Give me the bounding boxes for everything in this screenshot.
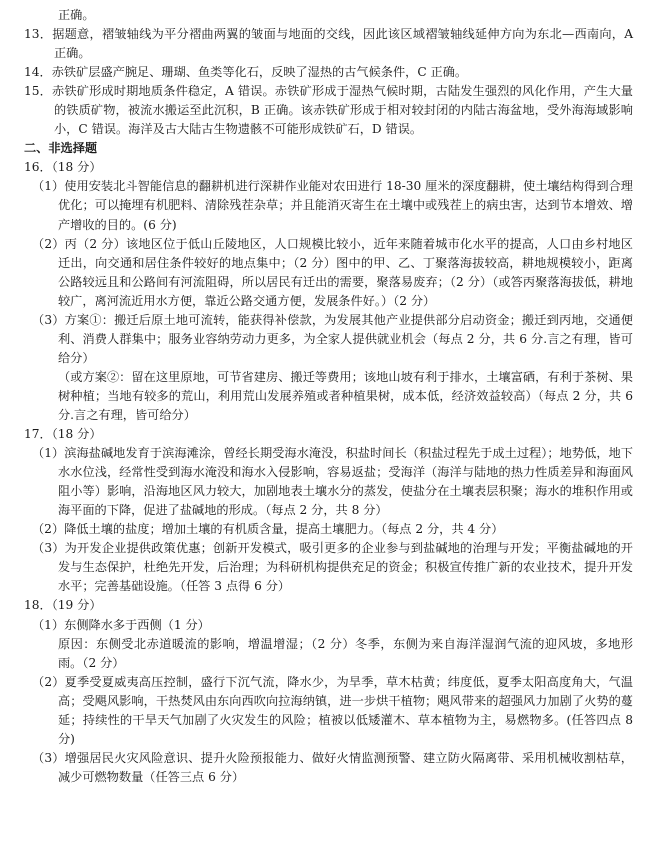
answer-16-3-alternative: （或方案②：留在这里原地，可节省建房、搬迁等费用；该地山坡有利于排水，土壤富硒，有利于茶树、果树种植；当地有较多的荒山，利用荒山发展养殖或者种植果树，成本低，经济效益较高）（每点 2 分，共 6 分.言之有理，皆可给分） [58,369,633,422]
answer-18-1-reason: 原因：东侧受北赤道暖流的影响，增温增湿；（2 分）冬季，东侧为来自海洋湿润气流的迎风坡，多地形雨。（2 分） [58,636,633,670]
question-18-heading: 18．（19 分） [24,598,102,613]
question-16-heading: 16．（18 分） [24,160,102,175]
answer-16-2: （2）丙（2 分）该地区位于低山丘陵地区，人口规模比较小，近年来随着城市化水平的提高，人口由乡村地区迁出，向交通和居住条件较好的地点集中；（2 分）图中的甲、乙、丁聚落海拔较高，耕地规模较小，距离公路较远且和公路间有河流阻碍，所以居民有迁出的需要，聚落易废弃；（2 分）（或答丙聚落海拔低，耕地较广，离河流近用水方便，靠近公路交通方便，发展条件好。）（2 分） [32,236,633,308]
section-heading: 二、非选择题 [24,141,98,156]
answer-17-2: （2）降低土壤的盐度；增加土壤的有机质含量，提高土壤肥力。（每点 2 分，共 4 分） [32,522,504,537]
answer-13: 13．据题意，褶皱轴线为平分褶曲两翼的皱面与地面的交线，因此该区域褶皱轴线延伸方向为东北—西南向，A 正确。 [24,27,633,61]
answer-16-3: （3）方案①：搬迁后原土地可流转，能获得补偿款，为发展其他产业提供部分启动资金；搬迁到丙地，交通便利、消费人群集中；服务业容纳劳动力更多，为全家人提供就业机会（每点 2 分，共 6 分.言之有理，皆可给分） [32,312,633,365]
answer-17-1: （1）滨海盐碱地发育于滨海滩涂，曾经长期受海水淹没，积盐时间长（积盐过程先于成土过程）；地势低，地下水水位浅，经常性受到海水淹没和海水入侵影响，容易返盐；受海洋（海洋与陆地的热力性质差异和海面风阻小等）影响，沿海地区风力较大，加剧地表土壤水分的蒸发，使盐分在土壤表层积聚；海水的堆积作用或海平面的下降，促进了盐碱地的形成。（每点 2 分，共 8 分） [32,446,633,518]
answer-18-3: （3）增强居民火灾风险意识、提升火险预报能力、做好火情监测预警、建立防火隔离带、采用机械收割枯草，减少可燃物数量（任答三点 6 分） [32,750,633,784]
answer-16-1: （1）使用安装北斗智能信息的翻耕机进行深耕作业能对农田进行 18-30 厘米的深度翻耕，使土壤结构得到合理优化；可以掩埋有机肥料、清除残茬杂草；并且能消灭寄生在土壤中或残茬上的病虫害，达到节本增效、增产增收的目的。(6 分) [32,179,633,232]
question-17-heading: 17．（18 分） [24,427,102,442]
answer-17-3: （3）为开发企业提供政策优惠；创新开发模式，吸引更多的企业参与到盐碱地的治理与开发；平衡盐碱地的开发与生态保护，杜绝先开发，后治理；为科研机构提供充足的资金；积极宣传推广新的农业技术，提升开发水平；完善基础设施。（任答 3 点得 6 分） [32,541,633,594]
answer-15: 15．赤铁矿形成时期地质条件稳定，A 错误。赤铁矿形成于湿热气候时期，古陆发生强烈的风化作用，产生大量的铁质矿物，被流水搬运至此沉积，B 正确。该赤铁矿形成于相对较封闭的内陆古海盆地，受外海海域影响小，C 错误。海洋及古大陆古生物遗骸不可能形成铁矿石，D 错误。 [24,84,633,137]
text-line: 正确。 [58,8,95,22]
answer-18-2: （2）夏季受夏威夷高压控制，盛行下沉气流，降水少，为旱季，草木枯黄；纬度低，夏季太阳高度角大，气温高；受飓风影响，干热焚风由东向西吹向拉海纳镇，进一步烘干植物；飓风带来的超强风力加剧了火势的蔓延；持续性的干旱天气加剧了火灾发生的风险；植被以低矮灌木、草本植物为主，易燃物多。(任答四点 8 分) [32,674,633,746]
answer-14: 14．赤铁矿层盛产腕足、珊瑚、鱼类等化石，反映了湿热的古气候条件，C 正确。 [24,65,468,80]
answer-18-1: （1）东侧降水多于西侧（1 分） [32,617,210,632]
